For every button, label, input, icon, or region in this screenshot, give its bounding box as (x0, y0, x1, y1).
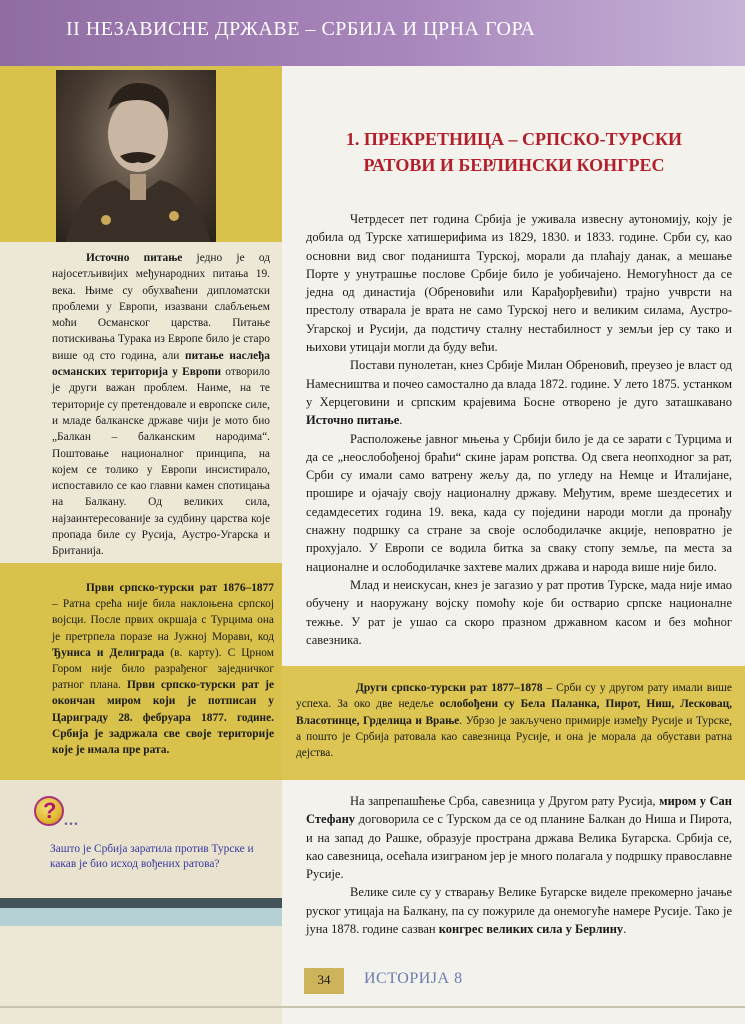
san-stefano-peace: миром у Сан Стефану (306, 794, 732, 827)
paragraph-2-text: Постави пунолетан, кнез Србије Милан Обреновић, преузео је власт од Намесништва и почео самостално да влада 1872. године. У лето 1875. устанком у Херцеговини и српским крајевима Босне отворено је дуго заташкавано (306, 358, 732, 409)
review-question: Зашто је Србија заратила против Турске и какав је био исход вођених ратова? (50, 843, 254, 870)
paragraph-4: Млад и неискусан, кнез је загазио у рат против Турске, мада није имао обучену и наоружану војску помоћу које би остварио српске националне тежње. У рат је ушао са скоро празном државном касом и без моћног савезника. (306, 577, 732, 647)
paragraph-6-end: . (623, 922, 627, 937)
divider-dark (0, 898, 282, 908)
first-war-title: Први српско-турски рат 1876–1877 (86, 582, 274, 594)
paragraph-3: Расположење јавног мњења у Србији било је да се зарати с Турцима и да се „неослобођеној браћи“ скине јарам ропства. Од свега неопходног за рат, Срби су имали само ватрену жељу да, по угледу на Немце и Италијане, прошире и ојачају своју националну државу. Међутим, време шездесетих и седамдесетих година 19. века, када су поједини народи могли да пронађу снажну подршку са стране за своје ослободилачке акције, неповратно је прохујало. У Европи се водила битка за сваку стопу земље, па места за националне и ослободилачке захтеве малих држава и народа више није било. (306, 431, 732, 574)
berlin-congress: конгрес великих сила у Берлину (438, 922, 624, 937)
second-war-text (296, 680, 732, 761)
second-war-title: Други српско-турски рат 1877–1878 (356, 682, 543, 694)
eastern-question-text-2: отворило је други важан проблем. Наиме, на те територије су претендовале и европске силе, и младе балканске државе чији је мото био „Балкан – балканским народима“. Поштовање националног принципа, на којем се толико у Европи инсистирало, испоставило се као главни камен спотицања на Балкану. Од великих сила, најзаинтересованије за судбину царства које пропада биле су Русија, Аустро-Угарска и Британија. (52, 366, 270, 558)
portrait-image (56, 70, 216, 242)
question-mark-icon: ? (34, 796, 64, 826)
book-title: ИСТОРИЈА 8 (364, 970, 463, 987)
lesson-title-line-1: 1. ПРЕКРЕТНИЦА – СРПСКО-ТУРСКИ (345, 129, 683, 149)
main-body (306, 210, 732, 649)
paragraph-2-end: . (399, 413, 403, 428)
first-war-conclusion: Први српско-турски рат је окончан миром који је потписан у Цариграду 28. фебруара 1877. године. Србија је задржала све своје територије које је имала пре рата. (52, 679, 274, 757)
paragraph-1: Четрдесет пет година Србија је уживала извесну аутономију, коју је добила од Турске хатишерифима из 1829, 1830. и 1833. године. Срби су, као основни вид свог поданишта Турској, морали да плаћају данак, а мешање Порте у унутрашње послове Србије било је уобичајено. Немогућност да се једна од династија (Обреновићи или Карађорђевићи) трајно учврсти на престолу отварала је врата не само Турској него и великим силама, Аустро-Угарској и Русији, да подстичу сталну нестабилност у земљи јер су тако и њихови утицаји могли да буду већи. (306, 212, 732, 355)
lesson-title (300, 126, 728, 178)
paragraph-2 (306, 356, 732, 429)
page-number: 34 (317, 972, 331, 987)
liberated-towns: ослобођени су Бела Паланка, Пирот, Ниш, Лесковац, Власотинце, Грделица и Врање (296, 698, 732, 727)
eastern-question-text-1: једно је од најосетљивијих међународних питања 19. века. Њиме су обухваћени дипломатски проблеми у Европи, изазвани слабљењем моћи Османског царства. Питање потискивања Турака из Европе било је старо више од сто година, али (52, 252, 270, 362)
paragraph-6-text-1: Велике силе су у стварању Велике Бугарске виделе прекомерно јачање руског утицаја на Балкану, па су пожуриле да онемогуће намере Русије. Тако је јуна 1878. године сазван (306, 885, 732, 937)
first-war-text-2: (в. карту). С Црном Гором није било разрађеног заједничког ратног плана. (52, 646, 274, 692)
paragraph-5 (306, 792, 732, 883)
paragraph-5-text-2: договорила се с Турском да се од планине Балкан до Ниша и Пирота, и на запад до Рашке, образује пространа држава Велика Бугарска. Србија се, као савезница, осећала изиграном јер је много полагала у подршку православне Русије. (306, 812, 732, 882)
first-war-text-1: – Ратна срећа није била наклоњена српској војсци. После првих окршаја с Турцима она је претрпела поразе на Јужној Морави, код (52, 598, 274, 643)
paragraph-5-text-1: На запрепашћење Срба, савезница у Другом рату Русија, (350, 794, 660, 808)
bottom-body (306, 792, 732, 938)
second-war-text-1: – Срби су у другом рату имали више успеха. За око две недеље (296, 682, 732, 711)
portrait-illustration (56, 70, 216, 242)
second-war-text-2: . Убрзо је закључено примирје између Русије и Турске, а пошто је Србија ратовала као савезница Русије, и она је морала да обустави ратна дејства. (296, 714, 732, 760)
first-war-places: Ђуниса и Делиграда (52, 646, 165, 659)
chapter-header (0, 0, 745, 66)
eastern-question-box (52, 250, 270, 560)
paragraph-6 (306, 883, 732, 938)
question-dots: ... (64, 812, 79, 829)
eastern-question-term: Источно питање (86, 252, 183, 264)
lesson-title-line-2: РАТОВИ И БЕРЛИНСКИ КОНГРЕС (363, 155, 665, 175)
divider-light (0, 908, 282, 926)
footer-line (0, 1006, 745, 1008)
eastern-question-highlight: питање наслеђа османских територија у Европи (52, 349, 270, 379)
eastern-question-mention: Источно питање (306, 413, 400, 428)
chapter-header-title: II НЕЗАВИСНЕ ДРЖАВЕ – СРБИЈА И ЦРНА ГОРА (66, 18, 536, 40)
first-war-text (52, 580, 274, 758)
